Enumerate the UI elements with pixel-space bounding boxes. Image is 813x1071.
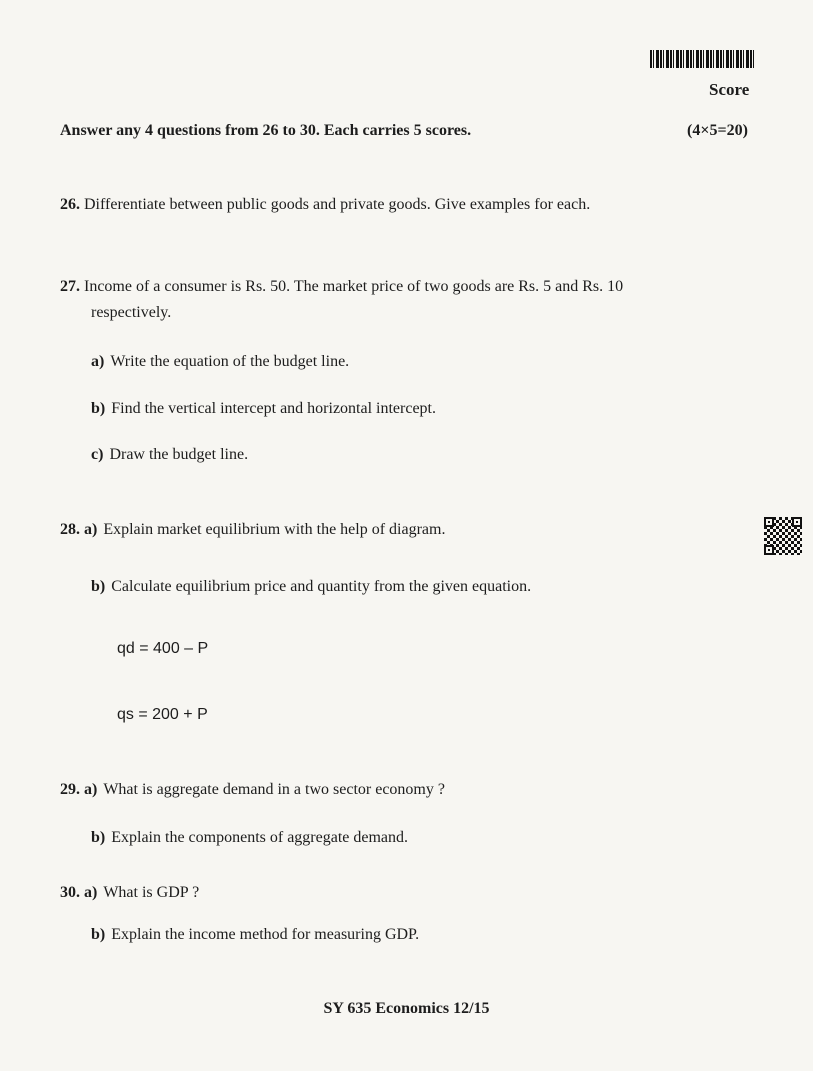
sub-label: a) — [91, 353, 105, 370]
question-text-line2: respectively. — [91, 304, 172, 321]
question-27 — [60, 278, 623, 296]
score-label: Score — [709, 80, 750, 99]
question-29a — [60, 781, 445, 799]
sub-label: b) — [91, 400, 106, 417]
sub-text: What is GDP ? — [103, 884, 200, 901]
question-27a — [91, 353, 349, 371]
question-27b — [91, 400, 436, 418]
sub-label: a) — [84, 781, 98, 798]
question-number: 28. — [60, 521, 80, 538]
sub-label: a) — [84, 884, 98, 901]
question-28b — [91, 578, 531, 596]
barcode — [650, 50, 756, 68]
question-text: Differentiate between public goods and private goods. Give examples for each. — [84, 196, 591, 213]
sub-label: c) — [91, 446, 104, 463]
sub-text: Draw the budget line. — [109, 446, 249, 463]
question-number: 29. — [60, 781, 80, 798]
instructions-marks: (4×5=20) — [687, 122, 748, 139]
question-30a — [60, 884, 199, 902]
sub-text: Calculate equilibrium price and quantity from the given equation. — [111, 578, 532, 595]
sub-text: Explain the components of aggregate demand. — [111, 829, 409, 846]
question-26 — [60, 196, 590, 214]
sub-text: Explain market equilibrium with the help of diagram. — [103, 521, 446, 538]
qr-code — [764, 517, 802, 555]
sub-text: Explain the income method for measuring GDP. — [111, 926, 420, 943]
question-number: 26. — [60, 196, 80, 213]
sub-label: b) — [91, 829, 106, 846]
sub-label: b) — [91, 578, 106, 595]
sub-label: b) — [91, 926, 106, 943]
question-30b — [91, 926, 419, 944]
qr-finder — [764, 545, 774, 555]
sub-text: Write the equation of the budget line. — [110, 353, 350, 370]
question-text-line1: Income of a consumer is Rs. 50. The market price of two goods are Rs. 5 and Rs. 10 — [84, 278, 624, 295]
sub-label: a) — [84, 521, 98, 538]
question-28a — [60, 521, 445, 539]
question-29b — [91, 829, 408, 847]
question-number: 30. — [60, 884, 80, 901]
equation-supply: qs = 200 + P — [117, 706, 208, 723]
equation-demand: qd = 400 – P — [117, 640, 209, 657]
question-27c — [91, 446, 248, 464]
sub-text: What is aggregate demand in a two sector economy ? — [103, 781, 445, 798]
sub-text: Find the vertical intercept and horizontal intercept. — [111, 400, 436, 417]
instructions-text: Answer any 4 questions from 26 to 30. Each carries 5 scores. — [60, 122, 472, 139]
qr-finder — [764, 517, 774, 527]
qr-finder — [792, 517, 802, 527]
question-number: 27. — [60, 278, 80, 295]
page-footer: SY 635 Economics 12/15 — [323, 1000, 490, 1017]
